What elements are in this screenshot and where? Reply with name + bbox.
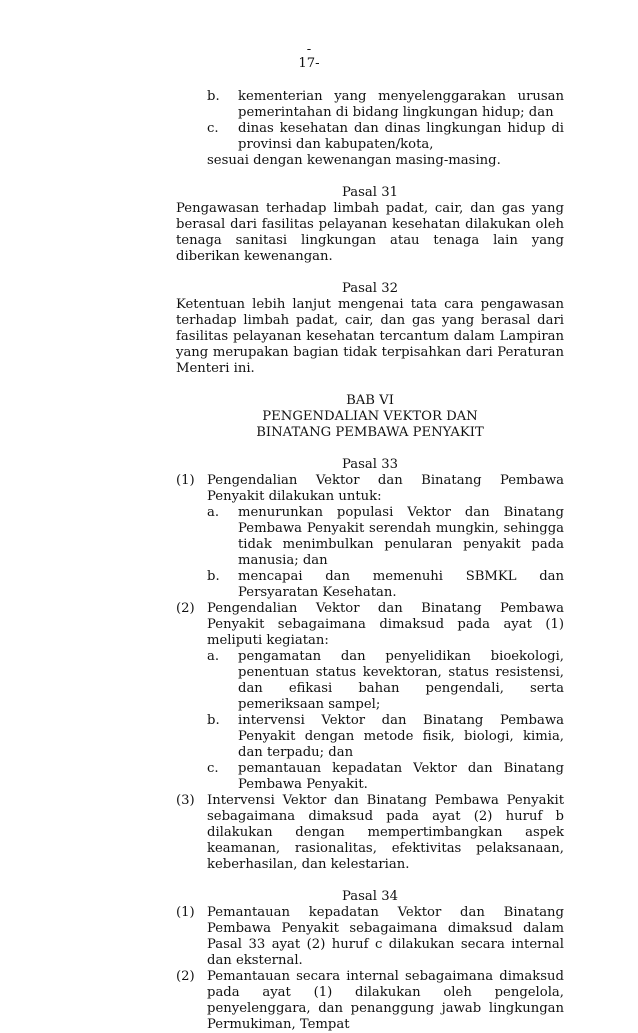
ayat-text: Pengendalian Vektor dan Binatang Pembawa Penyakit sebagaimana dimaksud pada ayat (1) meliputi kegiatan: (207, 601, 564, 648)
pasal-32-text: Ketentuan lebih lanjut mengenai tata cara pengawasan terhadap limbah padat, cair, dan gas yang berasal dari fasilitas pelayanan kesehatan tercantum dalam Lampiran yang merupakan bagian tidak terpisahkan dari Peraturan Menteri ini. (176, 297, 564, 376)
chapter-title-line-2: BINATANG PEMBAWA PENYAKIT (256, 425, 484, 440)
list-item-label: b. (207, 713, 220, 728)
ayat-text: Pengendalian Vektor dan Binatang Pembawa Penyakit dilakukan untuk: (207, 473, 564, 504)
document-body (176, 89, 564, 1033)
chapter-title-line-1: PENGENDALIAN VEKTOR DAN (262, 409, 478, 424)
pasal-34-heading: Pasal 34 (342, 889, 398, 904)
ayat-label: (2) (176, 969, 195, 984)
pasal-32-heading: Pasal 32 (342, 281, 398, 296)
ayat-label: (1) (176, 905, 195, 920)
ayat-text: Pemantauan kepadatan Vektor dan Binatang Pembawa Penyakit sebagaimana dimaksud dalam Pasal 33 ayat (2) huruf c dilakukan secara internal dan eksternal. (207, 905, 564, 968)
ayat-text: Intervensi Vektor dan Binatang Pembawa Penyakit sebagaimana dimaksud pada ayat (2) huruf b dilakukan dengan mempertimbangkan aspek keamanan, rasionalitas, efektivitas pelaksanaan, keberhasilan, dan kelestarian. (207, 793, 564, 872)
ayat (176, 793, 564, 873)
list-item-text: intervensi Vektor dan Binatang Pembawa Penyakit dengan metode fisik, biologi, kimia, dan terpadu; dan (238, 713, 564, 760)
ayat (176, 905, 564, 969)
ayat (176, 969, 564, 1033)
list-item (207, 569, 564, 601)
list-item-label: a. (207, 649, 220, 664)
list-item-text: kementerian yang menyelenggarakan urusan pemerintahan di bidang lingkungan hidup; dan (238, 89, 564, 120)
pasal-33-heading: Pasal 33 (342, 457, 398, 472)
ayat-text: Pemantauan secara internal sebagaimana dimaksud pada ayat (1) dilakukan oleh pengelola, penyelenggara, dan penanggung jawab lingkungan Permukiman, Tempat (207, 969, 564, 1032)
ayat-label: (2) (176, 601, 195, 616)
intro-closing: sesuai dengan kewenangan masing-masing. (207, 153, 501, 168)
list-item-text: dinas kesehatan dan dinas lingkungan hidup di provinsi dan kabupaten/kota, (238, 121, 564, 152)
list-item-text: menurunkan populasi Vektor dan Binatang Pembawa Penyakit serendah mungkin, sehingga tidak menimbulkan penularan penyakit pada manusia; dan (238, 505, 564, 568)
list-item-text: pemantauan kepadatan Vektor dan Binatang Pembawa Penyakit. (238, 761, 564, 792)
list-item (207, 761, 564, 793)
intro-list (176, 89, 564, 169)
list-item-label: b. (207, 89, 220, 104)
ayat-label: (1) (176, 473, 195, 488)
list-item-text: pengamatan dan penyelidikan bioekologi, penentuan status kevektoran, status resistensi, dan efikasi bahan pengendali, serta pemeriksaan sampel; (238, 649, 564, 712)
list-item-label: b. (207, 569, 220, 584)
ayat (176, 473, 564, 601)
list-item-label: a. (207, 505, 220, 520)
list-item-label: c. (207, 121, 219, 136)
chapter-number: BAB VI (346, 393, 394, 408)
ayat-label: (3) (176, 793, 195, 808)
list-item-text: mencapai dan memenuhi SBMKL dan Persyaratan Kesehatan. (238, 569, 564, 600)
page-number-dash: - (306, 42, 312, 57)
ayat (176, 601, 564, 793)
list-item (207, 89, 564, 121)
list-item-label: c. (207, 761, 219, 776)
list-item (207, 713, 564, 761)
list-item (207, 505, 564, 569)
list-item (207, 649, 564, 713)
pasal-31-text: Pengawasan terhadap limbah padat, cair, dan gas yang berasal dari fasilitas pelayanan kesehatan dilakukan oleh tenaga sanitasi lingkungan atau tenaga lain yang diberikan kewenangan. (176, 201, 564, 264)
page-number: 17- (298, 56, 320, 71)
list-item (207, 121, 564, 153)
pasal-31-heading: Pasal 31 (342, 185, 398, 200)
